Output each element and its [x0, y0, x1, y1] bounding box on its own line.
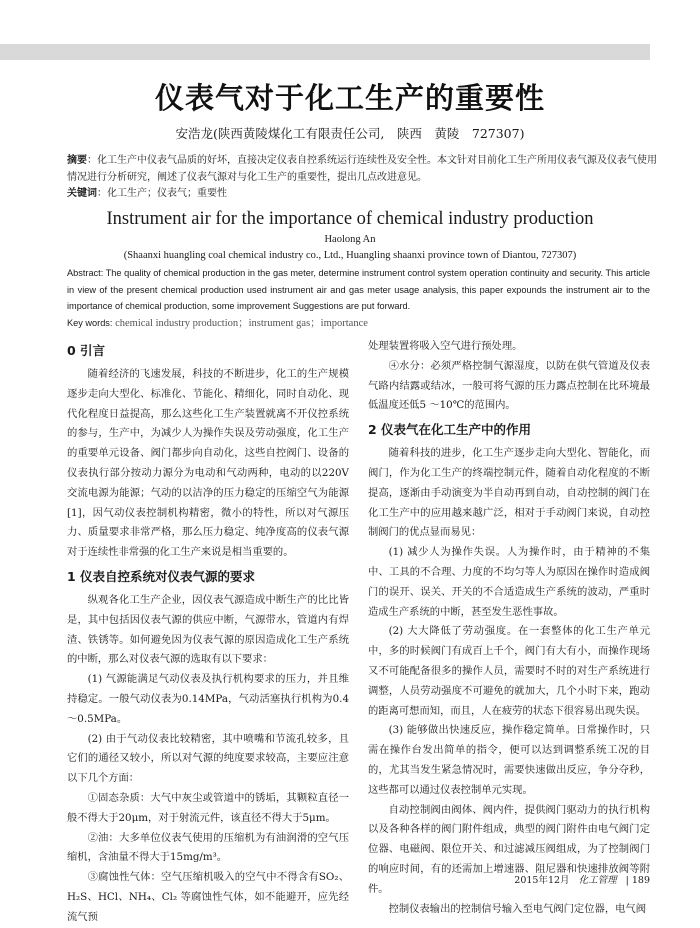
keywords-en-text: chemical industry production；instrument gas；importance	[112, 318, 368, 329]
abstract-en-text: The quality of chemical production in the gas meter, determine instrument control system operation continuity and security. This article in view of the present chemical production used instrument air and gas meter usage analysis, this paper expounds the instrument air to the importance of chemical production, some improvement Suggestions are put forward.	[67, 268, 650, 311]
right-column	[368, 337, 650, 919]
paragraph: ①固态杂质：大气中灰尘或管道中的锈垢，其颗粒直径一般不得大于20μm，对于射流元件，该直径不得大于5μm。	[67, 791, 349, 824]
paragraph: 控制仪表输出的控制信号输入至电气阀门定位器，电气阀	[388, 902, 647, 915]
footer-date: 2015年12月	[514, 875, 570, 886]
heading-section-2: 2 仪表气在化工生产中的作用	[368, 422, 532, 438]
abstract-en-label: Abstract:	[67, 268, 104, 278]
paragraph: 处理装置将吸入空气进行预处理。	[368, 340, 523, 352]
paragraph: 随着经济的飞速发展，科技的不断进步，化工的生产规模逐步走向大型化、标准化、节能化、精细化，同时自动化、现代化程度日益提高，那么这些化工生产装置就离不开仪控系统的参与，生产中，为减少人为操作失误及劳动强度，化工生产的重要单元设备、阀门都步向自动化，这些自控阀门、设备的仪表执行部分按动力源分为电动和气动两种，电动的以220V 交流电源为能源；气动的以洁净的压力稳定的压缩空气为能源[1]，因气动仪表控制机构精密，微小的特性，所以对气源压力、质量要求非常严格，那么压力稳定、纯净度高的仪表气源对于连续性非常强的化工生产来说是相当重要的。	[67, 368, 349, 559]
abstract-cn	[67, 152, 657, 186]
abstract-en	[67, 265, 650, 315]
abstract-cn-label: 摘要	[67, 155, 87, 166]
paragraph: ③腐蚀性气体：空气压缩机吸入的空气中不得含有SO₂、H₂S、HCl、NH₄、Cl₂ 等腐蚀性气体，如不能避开，应先经流气预	[67, 871, 349, 923]
paragraph: ②油：大多单位仪表气使用的压缩机为有油润滑的空气压缩机，含油量不得大于15mg/m³。	[67, 831, 349, 864]
paragraph: (2) 大大降低了劳动强度。在一套整体的化工生产单元中，多的时候阀门有成百上千个，阀门有大有小，而操作现场又不可能配备很多的操作人员，需要时不时的对生产系统进行调整，人员劳动强度不可避免的就加大，几个小时下来，跑动的距离可想而知，而且，人在疲劳的状态下很容易出现失误。	[368, 625, 650, 717]
author-en: Haolong An	[324, 234, 376, 245]
keywords-cn	[67, 185, 657, 202]
keywords-cn-label: 关键词	[67, 188, 97, 199]
paragraph: ④水分：必须严格控制气源湿度，以防在供气管道及仪表气路内结露或结冰，一般可将气源的压力露点控制在比环境最低温度还低5 ～10℃的范围内。	[368, 359, 650, 412]
heading-introduction: 0 引言	[67, 343, 106, 358]
footer-page-number: 189	[631, 875, 650, 886]
left-column	[67, 337, 349, 928]
paragraph: 自动控制阀由阀体、阀内件，提供阀门驱动力的执行机构以及各种各样的阀门附件组成，典型的阀门附件由电气阀门定位器、电磁阀、限位开关、和过滤减压阀组成，为了控制阀门的响应时间，有的还需加上增速器、阻尼器和快速排放阀等附件。	[368, 803, 650, 895]
keywords-en-label: Key words:	[67, 318, 113, 328]
footer-separator: |	[625, 875, 629, 886]
keywords-en	[67, 315, 368, 330]
affiliation-en: (Shaanxi huangling coal chemical industry co., Ltd., Huangling shaanxi province town of Diantou, 727307)	[123, 250, 577, 261]
footer	[514, 872, 650, 886]
paragraph: 纵观各化工生产企业，因仪表气源造成中断生产的比比皆是，其中包括因仪表气源的供应中断，气源带水，管道内有焊渣、铁锈等。如何避免因为仪表气源的原因造成化工生产系统的中断，那么对仪表气源的选取有以下要求：	[67, 593, 349, 666]
keywords-cn-text: ：化工生产；仪表气；重要性	[97, 188, 227, 199]
header-bar	[0, 44, 650, 60]
paragraph: (1) 气源能满足气动仪表及执行机构要求的压力，并且维持稳定。一般气动仪表为0.14MPa，气动活塞执行机构为0.4 ～0.5MPa。	[67, 673, 349, 725]
paragraph: (3) 能够做出快速反应，操作稳定简单。日常操作时，只需在操作台发出简单的指令，便可以达到调整系统工况的目的，尤其当发生紧急情况时，需要快速做出反应，争分夺秒，这些都可以通过仪表控制单元实现。	[368, 724, 650, 796]
paragraph: 随着科技的进步，化工生产逐步走向大型化、智能化，而阀门，作为化工生产的终端控制元件，随着自动化程度的不断提高，逐渐由手动演变为半自动再到自动，自动控制的阀门在化工生产中的应用越来越广泛，相对于手动阀门来说，自动控制阀门的优点显而易见：	[368, 447, 650, 539]
title-cn: 仪表气对于化工生产的重要性	[154, 81, 545, 115]
heading-section-1: 1 仪表自控系统对仪表气源的要求	[67, 568, 256, 584]
abstract-cn-text: ：化工生产中仪表气品质的好坏，直接决定仪表自控系统运行连续性及安全性。本文针对目前化工生产所用仪表气源及仪表气使用情况进行分析研究，阐述了仪表气源对与化工生产的重要性，提出几点改进意见。	[67, 155, 657, 183]
author-cn: 安浩龙(陕西黄陵煤化工有限责任公司, 陕西 黄陵 727307)	[175, 126, 525, 141]
footer-journal: 化工管理	[578, 875, 617, 886]
title-en: Instrument air for the importance of chemical industry production	[106, 209, 594, 229]
paragraph: (1) 减少人为操作失误。人为操作时，由于精神的不集中、工具的不合理、力度的不均匀等人为原因在操作时造成阀门的误开、误关、开关的不合适造成生产系统的波动，严重时造成生产系统的中断，甚至发生恶性事故。	[368, 546, 650, 618]
paragraph: (2) 由于气动仪表比较精密，其中喷嘴和节流孔较多，且它们的通径又较小，所以对气源的纯度要求较高，主要应注意以下几个方面：	[67, 732, 349, 785]
